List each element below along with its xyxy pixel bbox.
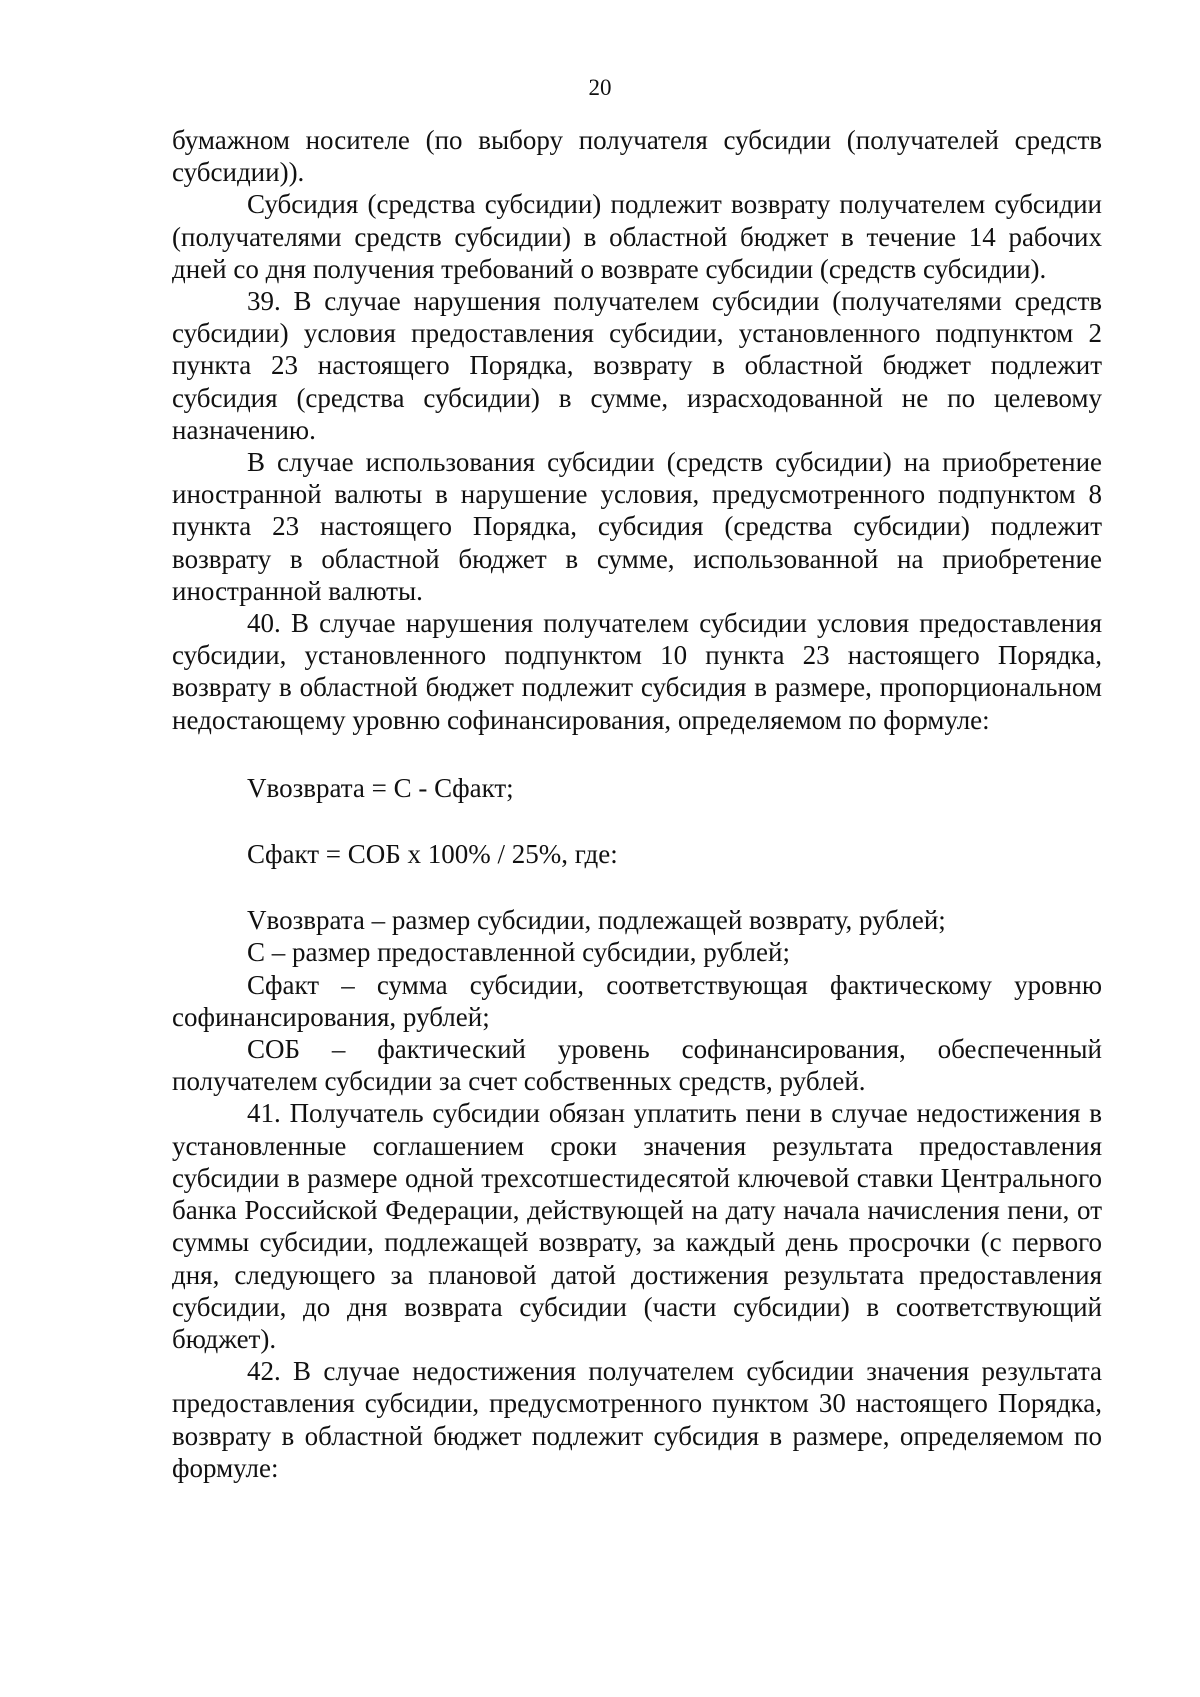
paragraph-continuation: бумажном носителе (по выбору получателя субсидии (получателей средств субсидии)). — [172, 125, 1102, 188]
definition-c: С – размер предоставленной субсидии, рублей; — [247, 937, 790, 968]
definition-v-return: Vвозврата – размер субсидии, подлежащей возврату, рублей; — [247, 905, 946, 936]
paragraph-42: 42. В случае недостижения получателем субсидии значения результата предоставления субсидии, предусмотренного пунктом 30 настоящего Порядка, возврату в областной бюджет подлежит субсидия в размере, определяемом по формуле: — [172, 1356, 1102, 1483]
paragraph-40: 40. В случае нарушения получателем субсидии условия предоставления субсидии, установленного подпунктом 10 пункта 23 настоящего Порядка, возврату в областной бюджет подлежит субсидия в размере, пропорциональном недостающему уровню софинансирования, определяемом по формуле: — [172, 608, 1102, 735]
paragraph-subsidy-return-deadline: Субсидия (средства субсидии) подлежит возврату получателем субсидии (получателями средств субсидии) в областной бюджет в течение 14 рабочих дней со дня получения требований о возврате субсидии (средств субсидии). — [172, 189, 1102, 284]
paragraph-foreign-currency: В случае использования субсидии (средств субсидии) на приобретение иностранной валюты в нарушение условия, предусмотренного подпунктом 8 пункта 23 настоящего Порядка, субсидия (средства субсидии) подлежит возврату в областной бюджет в сумме, использованной на приобретение иностранной валюты. — [172, 447, 1102, 606]
paragraph-41: 41. Получатель субсидии обязан уплатить пени в случае недостижения в установленные соглашением сроки значения результата предоставления субсидии в размере одной трехсотшестидесятой ключевой ставки Центрального банка Российской Федерации, действующей на дату начала начисления пени, от суммы субсидии, подлежащей возврату, за каждый день просрочки (с первого дня, следующего за плановой датой достижения результата предоставления субсидии, до дня возврата субсидии (части субсидии) в соответствующий бюджет). — [172, 1098, 1102, 1354]
paragraph-39: 39. В случае нарушения получателем субсидии (получателями средств субсидии) условия предоставления субсидии, установленного подпунктом 2 пункта 23 настоящего Порядка, возврату в областной бюджет подлежит субсидия (средства субсидии) в сумме, израсходованной не по целевому назначению. — [172, 286, 1102, 445]
formula-c-fact: Сфакт = СОБ x 100% / 25%, где: — [247, 839, 618, 870]
page-number: 20 — [588, 75, 612, 100]
definition-sob: СОБ – фактический уровень софинансирования, обеспеченный получателем субсидии за счет собственных средств, рублей. — [172, 1034, 1102, 1097]
formula-v-return: Vвозврата = С - Сфакт; — [247, 772, 514, 803]
document-body — [172, 124, 1102, 1484]
definition-c-fact: Сфакт – сумма субсидии, соответствующая фактическому уровню софинансирования, рублей; — [172, 969, 1102, 1032]
